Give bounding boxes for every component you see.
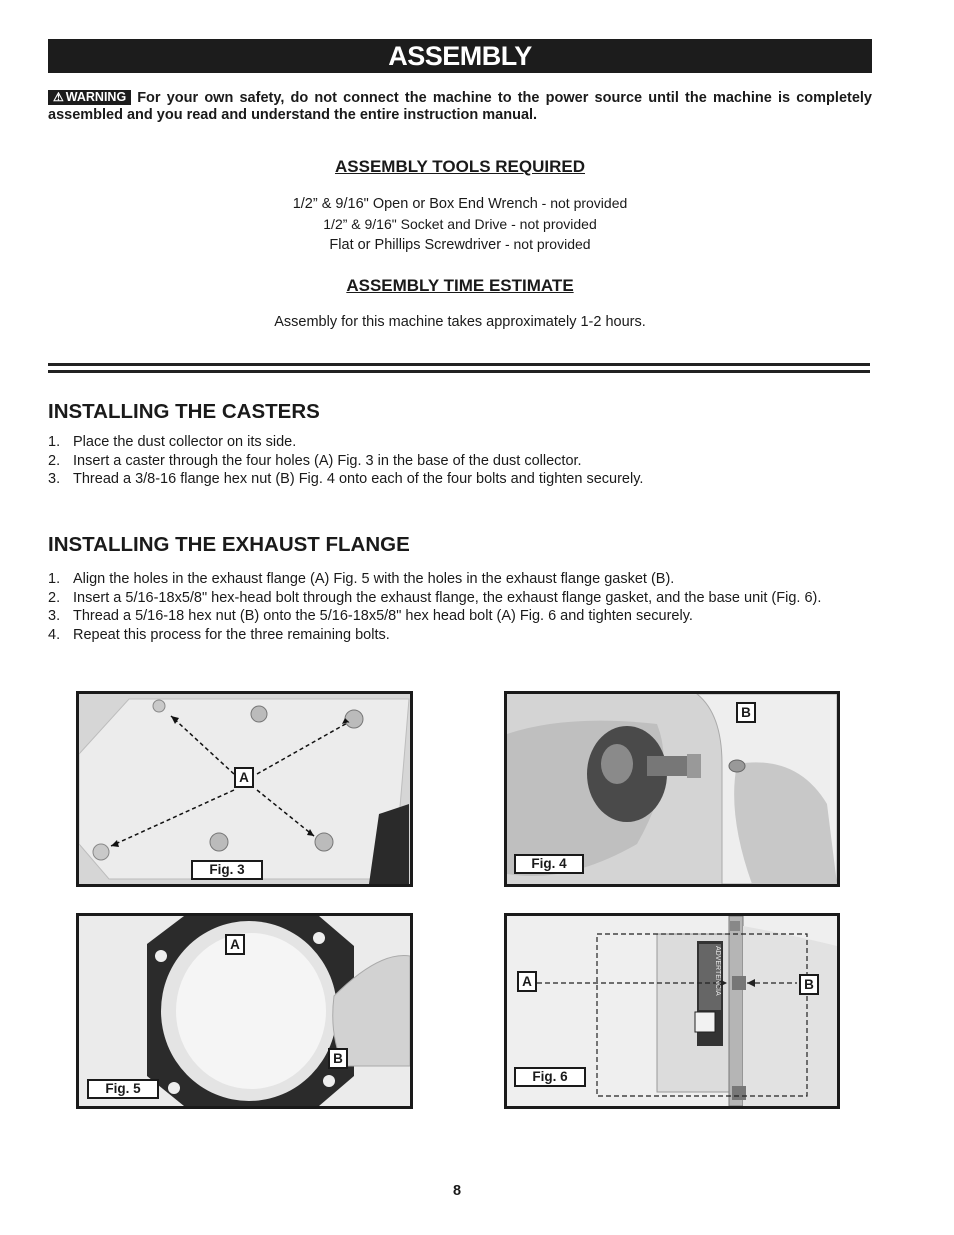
section-title-banner: ASSEMBLY xyxy=(48,39,872,73)
list-item xyxy=(48,589,870,608)
tool-name: Flat or Phillips Screwdriver xyxy=(329,237,502,253)
casters-heading: INSTALLING THE CASTERS xyxy=(48,400,320,423)
time-text: Assembly for this machine takes approximately 1-2 hours. xyxy=(274,314,646,330)
step-number: 1. xyxy=(48,434,61,450)
tools-list xyxy=(48,193,872,255)
figure-3-base-holes xyxy=(76,691,413,887)
tool-note: - not provided xyxy=(537,195,628,211)
step-text: Align the holes in the exhaust flange (A) Fig. 5 with the holes in the exhaust flange gasket (B). xyxy=(73,571,675,587)
tool-name: 1/2” & 9/16" Open or Box End Wrench xyxy=(292,196,538,212)
step-text: Thread a 5/16-18 hex nut (B) onto the 5/16-18x5/8" hex head bolt (A) Fig. 6 and tighten securely. xyxy=(73,608,693,624)
step-text: Insert a 5/16-18x5/8" hex-head bolt through the exhaust flange, the exhaust flange gasket, and the base unit (Fig. 6). xyxy=(73,589,822,606)
flange-steps xyxy=(48,570,870,644)
page-number: 8 xyxy=(452,1183,462,1199)
tool-note: - not provided xyxy=(507,216,597,232)
step-number: 3. xyxy=(48,471,61,487)
figure-label: Fig. 4 xyxy=(514,854,584,874)
figure-label: Fig. 5 xyxy=(87,1079,159,1099)
callout-b: B xyxy=(799,974,819,995)
warning-badge xyxy=(48,90,131,105)
figure-5-flange-gasket xyxy=(76,913,413,1109)
step-number: 1. xyxy=(48,571,61,587)
warning-triangle-icon: ⚠ xyxy=(53,90,64,104)
warning-badge-label: WARNING xyxy=(65,90,127,104)
step-number: 2. xyxy=(48,589,61,606)
list-item xyxy=(48,433,870,452)
list-item xyxy=(48,570,870,589)
figure-label: Fig. 6 xyxy=(514,1067,586,1087)
safety-warning xyxy=(48,90,872,124)
step-text: Thread a 3/8-16 flange hex nut (B) Fig. 4 onto each of the four bolts and tighten securely. xyxy=(73,471,644,487)
figure-6-bolt-and-nut xyxy=(504,913,840,1109)
tools-heading: ASSEMBLY TOOLS REQUIRED xyxy=(334,157,585,176)
callout-b: B xyxy=(328,1048,348,1069)
step-number: 4. xyxy=(48,626,61,643)
section-divider-top xyxy=(48,363,870,366)
step-text: Repeat this process for the three remaining bolts. xyxy=(73,626,390,643)
figure-label: Fig. 3 xyxy=(191,860,263,880)
list-item xyxy=(48,607,870,626)
step-number: 3. xyxy=(48,608,61,624)
figure-3-illustration xyxy=(79,694,410,884)
step-number: 2. xyxy=(48,452,61,469)
callout-a: A xyxy=(225,934,245,955)
callout-a: A xyxy=(234,767,254,788)
list-item xyxy=(48,626,870,645)
callout-b: B xyxy=(736,702,756,723)
flange-heading: INSTALLING THE EXHAUST FLANGE xyxy=(48,533,410,556)
time-heading: ASSEMBLY TIME ESTIMATE xyxy=(346,276,574,295)
tool-item xyxy=(48,193,872,214)
step-text: Place the dust collector on its side. xyxy=(73,434,297,450)
tool-name: 1/2” & 9/16" Socket and Drive xyxy=(323,216,508,232)
list-item xyxy=(48,452,870,471)
section-divider-bottom xyxy=(48,370,870,373)
casters-steps xyxy=(48,433,870,489)
figure-4-flange-nut xyxy=(504,691,840,887)
tool-item xyxy=(48,214,872,234)
callout-a: A xyxy=(517,971,537,992)
step-text: Insert a caster through the four holes (A) Fig. 3 in the base of the dust collector. xyxy=(73,452,582,469)
warning-sticker-text: ADVERTENCIA xyxy=(714,946,721,996)
warning-text: For your own safety, do not connect the machine to the power source until the machine is completely assembled and you read and understand the entire instruction manual. xyxy=(48,90,872,123)
list-item xyxy=(48,470,870,489)
tool-item xyxy=(48,234,872,255)
tool-note: - not provided xyxy=(501,236,591,252)
